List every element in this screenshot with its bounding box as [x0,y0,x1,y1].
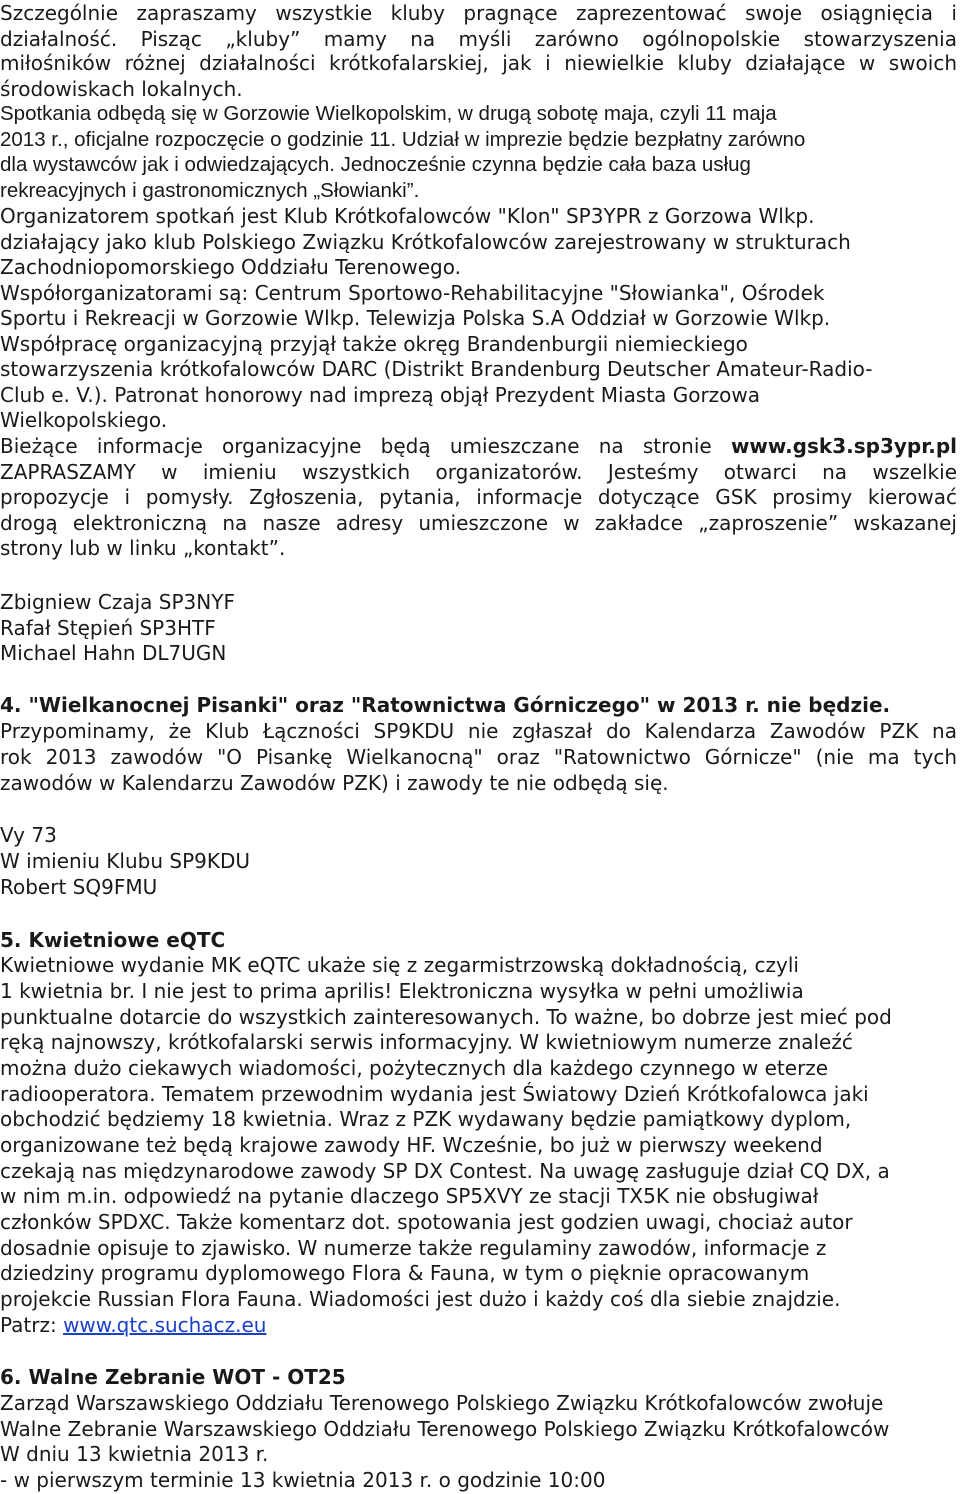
text-line: Spotkania odbędą się w Gorzowie Wielkopolskim, w drugą sobotę maja, czyli 11 maja [0,102,777,125]
text-line: Walne Zebranie Warszawskiego Oddziału Terenowego Polskiego Związku Krótkofalowców [0,1417,890,1441]
text-line: działający jako klub Polskiego Związku Krótkofalowców zarejestrowany w strukturach [0,230,851,254]
text-line: obchodzić będziemy 18 kwietnia. Wraz z PZK wydawany będzie pamiątkowy dyplom, [0,1107,852,1131]
text-line: Szczególnie zapraszamy wszystkie kluby pragnące zaprezentować swoje osiągnięcia i [0,1,957,25]
text-line: strony lub w linku „kontakt”. [0,536,286,560]
section-heading: 6. Walne Zebranie WOT - OT25 [0,1365,346,1389]
section-heading: 5. Kwietniowe eQTC [0,928,226,952]
text-line: drogą elektroniczną na nasze adresy umieszczone w zakładce „zaproszenie” wskazanej [0,511,957,535]
text-line: Wielkopolskiego. [0,408,168,432]
text-line: Przypominamy, że Klub Łączności SP9KDU nie zgłaszał do Kalendarza Zawodów PZK na [0,719,957,743]
text-line: projekcie Russian Flora Fauna. Wiadomości jest dużo i każdy coś dla siebie znajdzie. [0,1287,841,1311]
section-heading: 4. "Wielkanocnej Pisanki" oraz "Ratownictwa Górniczego" w 2013 r. nie będzie. [0,693,891,717]
text-line: w nim m.in. odpowiedź na pytanie dlaczego SP5XVY ze stacji TX5K nie obsługiwał [0,1184,819,1208]
text-line: Sportu i Rekreacji w Gorzowie Wlkp. Telewizja Polska S.A Oddział w Gorzowie Wlkp. [0,306,831,330]
text-line: Organizatorem spotkań jest Klub Krótkofalowców "Klon" SP3YPR z Gorzowa Wlkp. [0,204,815,228]
text-line: miłośników różnej działalności krótkofalarskiej, jak i niewielkie kluby działające w swoich [0,51,957,75]
qtc-link[interactable]: www.qtc.suchacz.eu [63,1313,267,1337]
text-line: dla wystawców jak i odwiedzających. Jednocześnie czynna będzie cała baza usług [0,153,751,176]
text-line: W dniu 13 kwietnia 2013 r. [0,1442,269,1466]
text-line: Współorganizatorami są: Centrum Sportowo-Rehabilitacyjne "Słowianka", Ośrodek [0,281,825,305]
signature-line: Michael Hahn DL7UGN [0,641,227,665]
text-segment: Patrz: [0,1313,64,1337]
text-line: środowiskach lokalnych. [0,77,243,101]
text-segment: Bieżące informacje organizacyjne będą umieszczane na stronie [0,434,731,458]
text-line: ręką najnowszy, krótkofalarski serwis informacyjny. W kwietniowym numerze znaleźć [0,1030,853,1054]
text-line: Kwietniowe wydanie MK eQTC ukaże się z zegarmistrzowską dokładnością, czyli [0,953,799,977]
text-line: stowarzyszenia krótkofalowców DARC (Distrikt Brandenburg Deutscher Amateur-Radio- [0,357,873,381]
gsk-website-text: www.gsk3.sp3ypr.pl [730,434,957,458]
text-line: organizowane też będą krajowe zawody HF. Wcześnie, bo już w pierwszy weekend [0,1133,823,1157]
text-line: punktualne dotarcie do wszystkich zainteresowanych. To ważne, bo dobrze jest mieć pod [0,1005,892,1029]
text-line: członków SPDXC. Także komentarz dot. spotowania jest godzien uwagi, chociaż autor [0,1210,853,1234]
text-line: Zarząd Warszawskiego Oddziału Terenowego Polskiego Związku Krótkofalowców zwołuje [0,1391,884,1415]
text-line: można dużo ciekawych wiadomości, pożytecznych dla każdego czynnego w eterze [0,1056,829,1080]
text-line-with-link [0,1312,266,1338]
text-line: dziedziny programu dyplomowego Flora & Fauna, w tym o pięknie opracowanym [0,1261,810,1285]
text-line: 2013 r., oficjalne rozpoczęcie o godzinie 11. Udział w imprezie będzie bezpłatny zarówno [0,128,806,151]
signature-line: Zbigniew Czaja SP3NYF [0,590,235,614]
text-line-with-link [0,433,957,459]
text-line: radiooperatora. Tematem przewodnim wydania jest Światowy Dzień Krótkofalowca jaki [0,1082,869,1106]
signature-line: Rafał Stępień SP3HTF [0,616,216,640]
signature-line: Robert SQ9FMU [0,875,158,899]
text-line: Współpracę organizacyjną przyjął także okręg Brandenburgii niemieckiego [0,332,748,356]
text-line: ZAPRASZAMY w imieniu wszystkich organizatorów. Jesteśmy otwarci na wszelkie [0,460,957,484]
text-line: 1 kwietnia br. I nie jest to prima aprilis! Elektroniczna wysyłka w pełni umożliwia [0,979,804,1003]
text-line: Club e. V.). Patronat honorowy nad imprezą objął Prezydent Miasta Gorzowa [0,383,761,407]
text-line: rekreacyjnych i gastronomicznych „Słowianki”. [0,179,420,202]
text-line: - w pierwszym terminie 13 kwietnia 2013 r. o godzinie 10:00 [0,1468,606,1492]
text-line: rok 2013 zawodów "O Pisankę Wielkanocną" oraz "Ratownictwo Górnicze" (nie ma tych [0,745,957,769]
text-line: dosadnie opisuje to zjawisko. W numerze także regulaminy zawodów, informacje z [0,1236,827,1260]
text-line: propozycje i pomysły. Zgłoszenia, pytania, informacje dotyczące GSK prosimy kierować [0,485,957,509]
text-line: działalność. Pisząc „kluby” mamy na myśli zarówno ogólnopolskie stowarzyszenia [0,27,957,51]
text-line: zawodów w Kalendarzu Zawodów PZK) i zawody te nie odbędą się. [0,771,669,795]
text-line: czekają nas międzynarodowe zawody SP DX Contest. Na uwagę zasługuje dział CQ DX, a [0,1159,890,1183]
signature-line: W imieniu Klubu SP9KDU [0,849,251,873]
signature-line: Vy 73 [0,823,57,847]
text-line: Zachodniopomorskiego Oddziału Terenowego. [0,255,461,279]
